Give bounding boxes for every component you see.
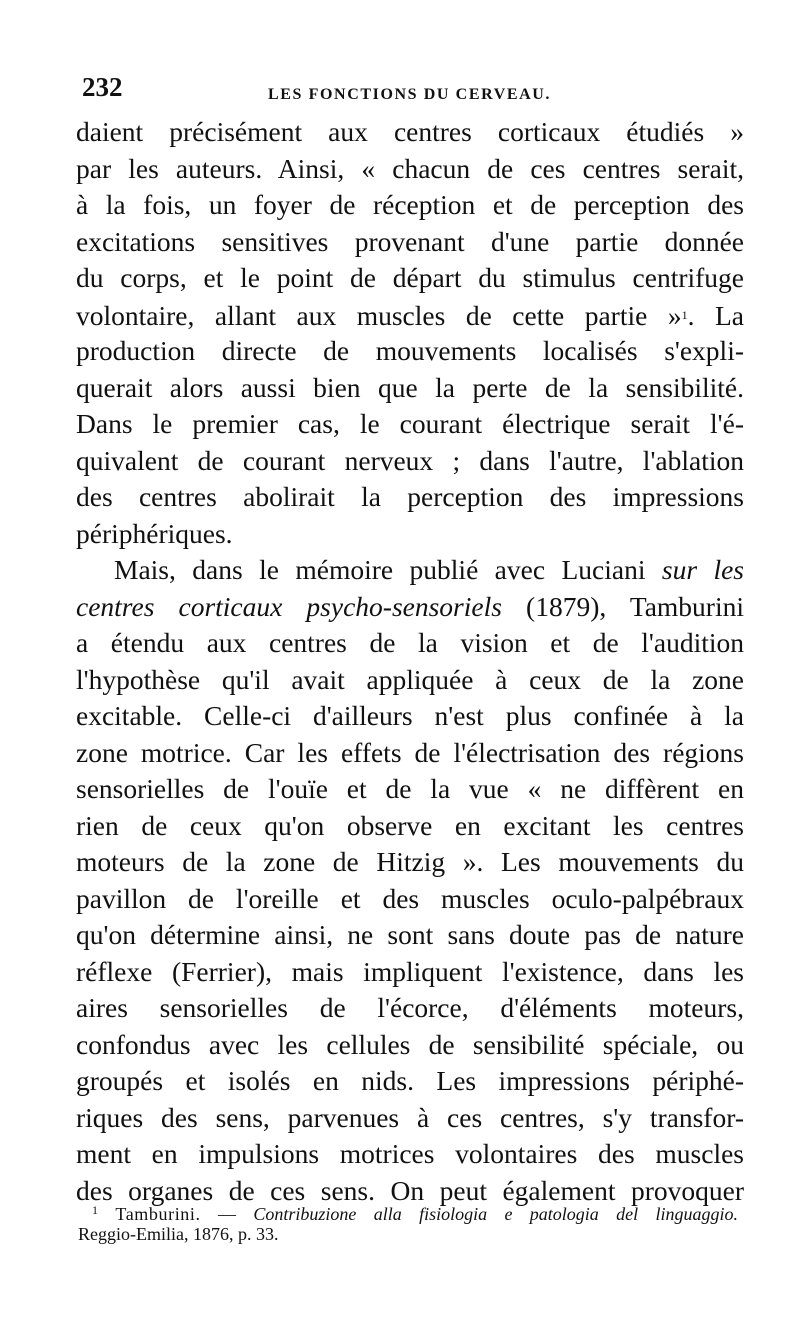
text-line: ment en impulsions motrices volontaires des muscles	[76, 1138, 744, 1169]
footnote-ref: 1	[681, 307, 688, 322]
text-segment: (1879), Tamburini	[526, 590, 744, 622]
text-line: moteurs de la zone de Hitzig ». Les mouvements du	[76, 846, 744, 877]
text-line: Dans le premier cas, le courant électrique serait l'é-	[76, 408, 744, 439]
text-line: confondus avec les cellules de sensibilité spéciale, ou	[76, 1028, 744, 1060]
text-line	[76, 552, 744, 589]
footnote-dash: —	[200, 1204, 254, 1224]
footnote-author: Tamburini.	[115, 1204, 201, 1224]
footnote-line	[78, 1198, 738, 1222]
text-line: querait alors aussi bien que la perte de la sensibilité.	[76, 371, 744, 403]
text-line: par les auteurs. Ainsi, « chacun de ces centres serait,	[76, 152, 744, 184]
text-line: sensorielles de l'ouïe et de la vue « ne diffèrent en	[76, 773, 744, 804]
text-line: rien de ceux qu'on observe en excitant les centres	[76, 809, 744, 841]
footnote-number: 1	[92, 1203, 98, 1217]
italic-segment: sur les	[661, 554, 745, 585]
page-header	[82, 72, 752, 112]
text-segment: . La	[687, 299, 744, 331]
text-line: production directe de mouvements localisés s'expli-	[76, 335, 744, 366]
text-line: des centres abolirait la perception des impressions	[76, 481, 744, 512]
text-line: daient précisément aux centres corticaux étudiés »	[76, 116, 744, 147]
text-line: qu'on détermine ainsi, ne sont sans doute pas de nature	[76, 919, 744, 950]
text-segment: Mais, dans le mémoire publié avec Luciani	[114, 554, 646, 585]
text-segment: volontaire, allant aux muscles de cette partie »	[76, 299, 682, 331]
text-line: a étendu aux centres de la vision et de l'audition	[76, 627, 744, 658]
text-line	[76, 297, 744, 334]
text-line: excitable. Celle-ci d'ailleurs n'est plus confinée à la	[76, 700, 744, 731]
text-line: l'hypothèse qu'il avait appliquée à ceux de la zone	[76, 663, 744, 695]
text-line: des organes de ces sens. On peut également provoquer	[76, 1174, 744, 1206]
text-line: quivalent de courant nerveux ; dans l'autre, l'ablation	[76, 444, 744, 476]
italic-segment: centres corticaux psycho-sensoriels	[76, 590, 502, 622]
footnote-line: Reggio-Emilia, 1876, p. 33.	[78, 1224, 279, 1244]
text-line: zone motrice. Car les effets de l'électrisation des régions	[76, 736, 744, 768]
text-line: à la fois, un foyer de réception et de perception des	[76, 189, 744, 220]
text-line	[76, 589, 744, 626]
text-line: du corps, et le point de départ du stimulus centrifuge	[76, 262, 744, 293]
text-line: groupés et isolés en nids. Les impressions périphé-	[76, 1065, 744, 1096]
page-number: 232	[82, 72, 123, 102]
text-line: excitations sensitives provenant d'une partie donnée	[76, 225, 744, 257]
body-text	[76, 114, 744, 1209]
running-head: LES FONCTIONS DU CERVEAU.	[268, 86, 552, 103]
text-line: réflexe (Ferrier), mais impliquent l'existence, dans les	[76, 955, 744, 987]
text-line: riques des sens, parvenues à ces centres, s'y transfor-	[76, 1101, 744, 1133]
text-line: pavillon de l'oreille et des muscles oculo-palpébraux	[76, 882, 744, 914]
footnote-title: Contribuzione alla fisiologia e patologia del linguaggio.	[253, 1204, 739, 1224]
text-line: aires sensorielles de l'écorce, d'éléments moteurs,	[76, 992, 744, 1023]
footnote	[78, 1198, 738, 1246]
text-line: périphériques.	[76, 517, 233, 549]
